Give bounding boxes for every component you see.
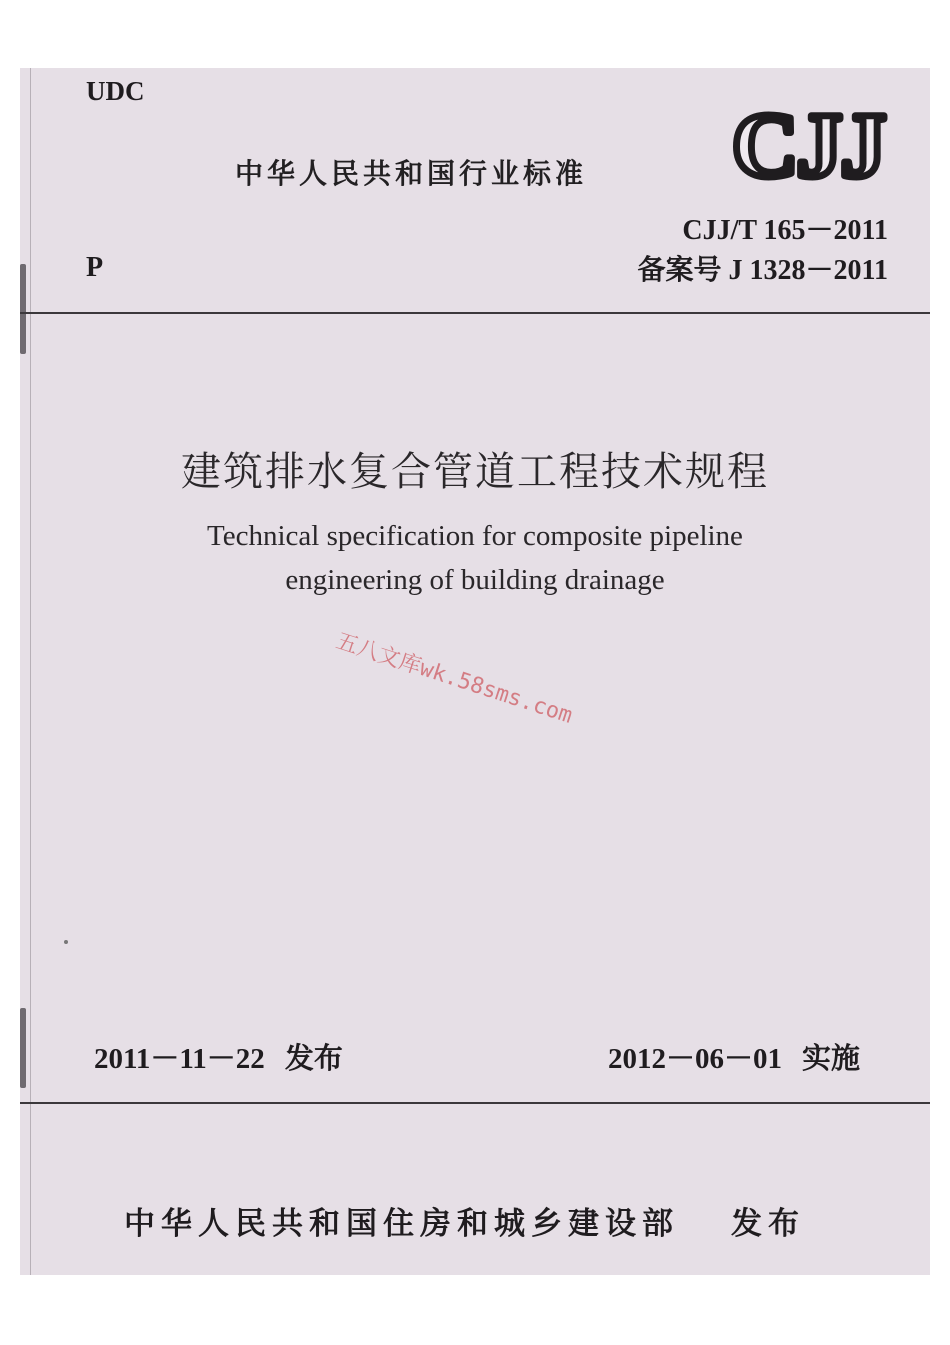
cjj-logo [726, 98, 896, 188]
standard-code: CJJ/T 165－2011 [682, 215, 888, 246]
effective-label: 实施 [802, 1041, 861, 1075]
filing-number: 备案号 J 1328－2011 [637, 255, 888, 286]
industry-standard-heading: 中华人民共和国行业标准 [235, 157, 588, 190]
binding-edge [30, 68, 31, 1275]
issued-date-line [94, 1036, 343, 1077]
publish-label: 发布 [731, 1206, 805, 1242]
title-english-line2: engineering of building drainage [285, 564, 665, 596]
logo-text: CJJ [732, 98, 885, 188]
top-divider [20, 312, 930, 314]
publisher-name: 中华人民共和国住房和城乡建设部 [124, 1206, 679, 1242]
document-cover [20, 68, 930, 1275]
bottom-divider [20, 1102, 930, 1104]
issued-label: 发布 [284, 1041, 343, 1075]
effective-date-line [608, 1036, 860, 1077]
udc-label: UDC [86, 76, 145, 106]
title-english [20, 514, 930, 602]
binding-mark [20, 264, 26, 354]
publisher-line [124, 1198, 805, 1243]
title-chinese: 建筑排水复合管道工程技术规程 [181, 449, 769, 495]
category-label: P [86, 252, 104, 283]
speck [64, 940, 68, 944]
effective-date: 2012－06－01 [608, 1043, 783, 1075]
title-english-line1: Technical specification for composite pipeline [207, 520, 743, 552]
binding-mark [20, 1008, 26, 1088]
watermark: 五八文库wk.58sms.com [332, 628, 576, 729]
issued-date: 2011－11－22 [94, 1043, 265, 1075]
